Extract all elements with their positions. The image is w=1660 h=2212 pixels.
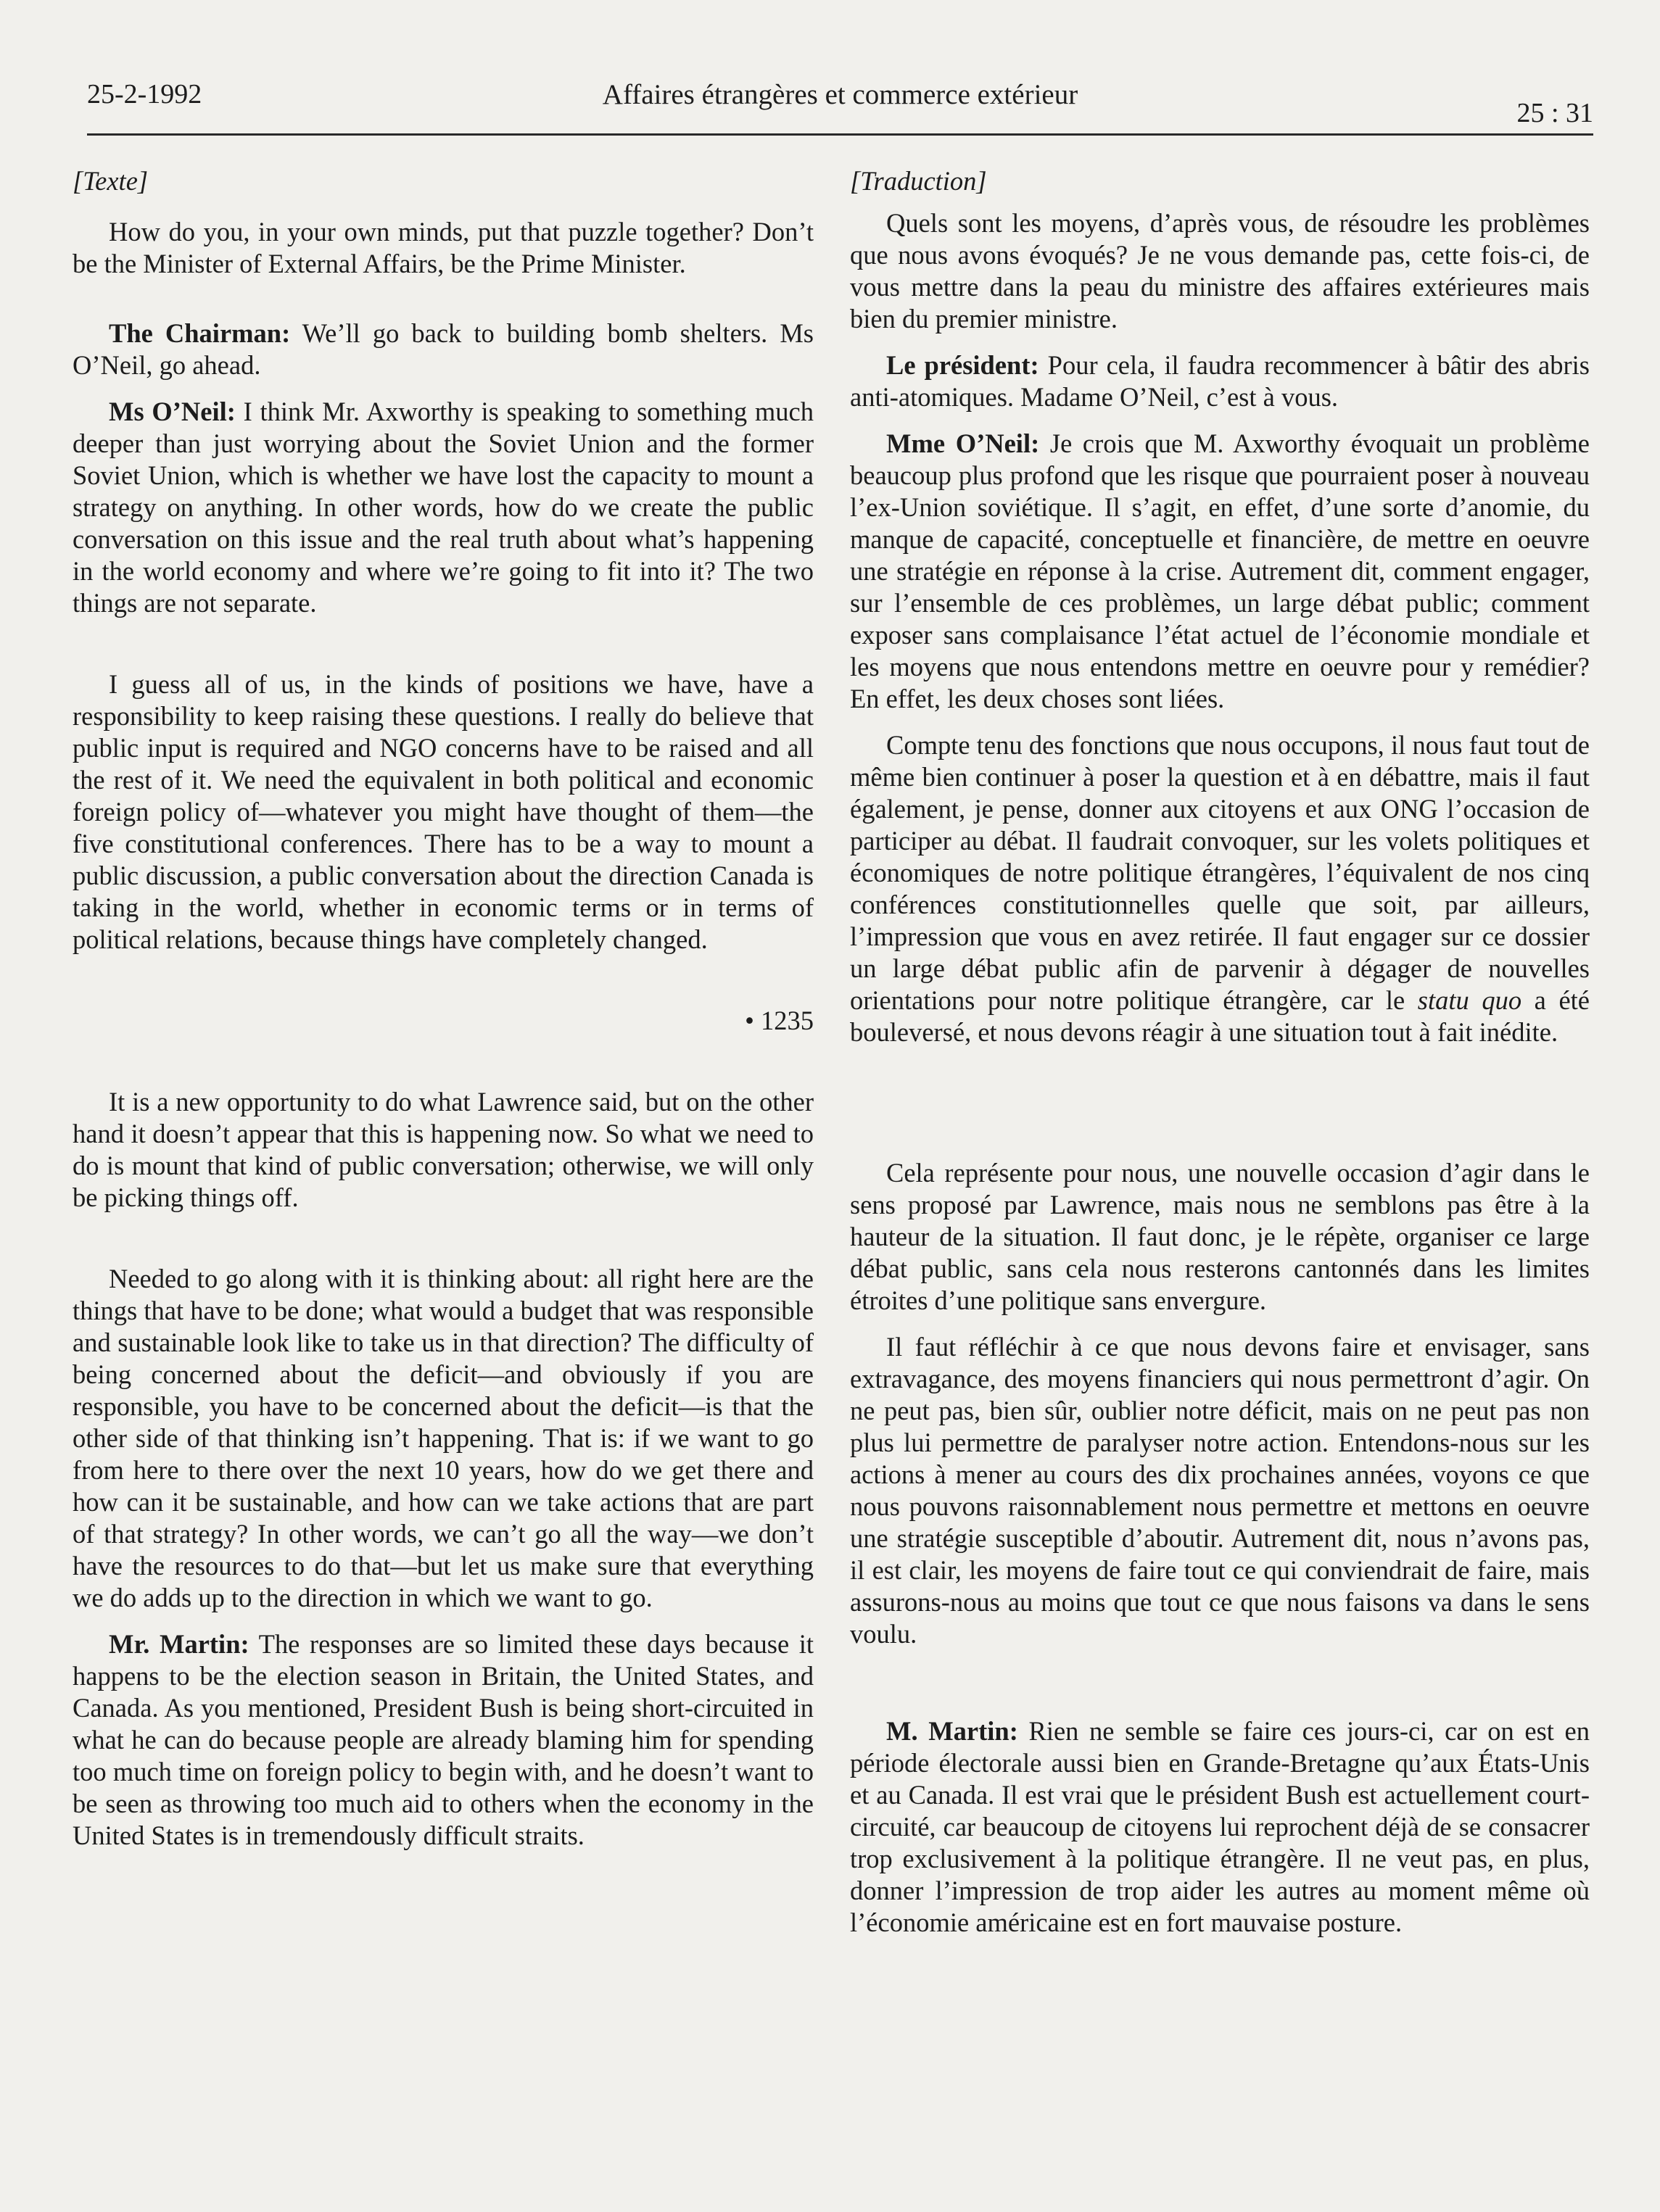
header-date: 25-2-1992 xyxy=(87,79,202,109)
paragraph: Compte tenu des fonctions que nous occupons, il nous faut tout de même bien continuer à poser la question et à en débattre, mais il faut également, je pense, donner aux citoyens et aux ONG l’occasion de participer au débat. Il faudrait convoquer, sur les volets politiques et économiques de notre politique étrangères, l’équivalent de nos cinq conférences constitutionnelles quelle que soit, par ailleurs, l’impression que vous en avez retirée. Il faut engager sur ce dossier un large débat public afin de parvenir à dégager de nouvelles orientations pour notre politique étrangère, car le statu quo a été bouleversé, et nous devons réagir à une situation tout à fait inédite. xyxy=(850,730,1590,1047)
section-tag: [Traduction] xyxy=(850,166,987,196)
speech-text: We’ll go back to building bomb shelters. Ms O’Neil, go ahead. xyxy=(73,318,814,380)
paragraph: How do you, in your own minds, put that puzzle together? Don’t be the Minister of External Affairs, be the Prime Minister. xyxy=(73,217,814,278)
time-marker: • 1235 xyxy=(745,1006,814,1035)
speech-text: Rien ne semble se faire ces jours-ci, car on est en période électorale aussi bien en Grande-Bretagne qu’aux États-Unis et au Canada. Il est vrai que le président Bush est actuellement court-circuité, car beaucoup de citoyens lui reprochent déjà de se consacrer trop exclusivement à la politique étrangère. Il ne veut pas, en plus, donner l’impression de trop aider les autres au moment même où l’économie américaine est en fort mauvaise posture. xyxy=(850,1716,1590,1937)
speaker-name: Ms O’Neil: xyxy=(109,397,236,426)
speaker-name: The Chairman: xyxy=(109,318,291,348)
speech-text: I think Mr. Axworthy is speaking to something much deeper than just worrying about the Soviet Union and the former Soviet Union, which is whether we have lost the capacity to mount a strategy on anything. In other words, how do we create the public conversation on this issue and the real truth about what’s happening in the world economy and where we’re going to fit into it? The two things are not separate. xyxy=(73,397,814,618)
speaker-name: Mme O’Neil: xyxy=(886,428,1040,458)
page-number: 25 : 31 xyxy=(1516,98,1593,128)
paragraph xyxy=(73,396,814,619)
english-column xyxy=(73,165,814,1852)
emphasis: statu quo xyxy=(1417,985,1522,1015)
paragraph xyxy=(850,428,1590,715)
paragraph xyxy=(73,1628,814,1852)
speaker-name: Le président: xyxy=(886,350,1039,380)
paragraph: I guess all of us, in the kinds of positions we have, have a responsibility to keep raising these questions. I really do believe that public input is required and NGO concerns have to be raised and all the rest of it. We need the equivalent in both political and economic foreign policy of—whatever you might have thought of them—the five constitutional conferences. There has to be a way to mount a public discussion, a public conversation about the direction Canada is taking in the world, whether in economic terms or in terms of political relations, because things have completely changed. xyxy=(73,669,814,954)
paragraph xyxy=(73,318,814,381)
paragraph: Cela représente pour nous, une nouvelle occasion d’agir dans le sens proposé par Lawrence, mais nous ne semblons pas être à la hauteur de la situation. Il faut donc, je le répète, organiser ce large débat public, sans cela nous resterons cantonnés dans les limites étroites d’une politique sans envergure. xyxy=(850,1158,1590,1315)
paragraph: It is a new opportunity to do what Lawrence said, but on the other hand it doesn’t appear that this is happening now. So what we need to do is mount that kind of public conversation; otherwise, we will only be picking things off. xyxy=(73,1087,814,1212)
page-header xyxy=(87,73,1593,136)
header-title: Affaires étrangères et commerce extérieur xyxy=(602,79,1078,110)
speech-text: The responses are so limited these days because it happens to be the election season in Britain, the United States, and Canada. As you mentioned, President Bush is being short-circuited in what he can do because people are already blaming him for spending too much time on foreign policy to begin with, and he doesn’t want to be seen as throwing too much aid to others when the economy in the United States is in tremendously difficult straits. xyxy=(73,1629,814,1850)
section-tag: [Texte] xyxy=(73,166,149,196)
speech-text: Pour cela, il faudra recommencer à bâtir des abris anti-atomiques. Madame O’Neil, c’est à vous. xyxy=(850,350,1590,412)
paragraph: Needed to go along with it is thinking about: all right here are the things that have to be done; what would a budget that was responsible and sustainable look like to take us in that direction? The difficulty of being concerned about the deficit—and obviously if you are responsible, you have to be concerned about the deficit—is that the other side of that thinking isn’t happening. That is: if we want to go from here to there over the next 10 years, how do we get there and how can it be sustainable, and how can we take actions that are part of that strategy? In other words, we can’t go all the way—we don’t have the resources to do that—but let us make sure that everything we do adds up to the direction in which we want to go. xyxy=(73,1264,814,1612)
french-column xyxy=(850,165,1590,1939)
paragraph: Quels sont les moyens, d’après vous, de résoudre les problèmes que nous avons évoqués? Je ne vous demande pas, cette fois-ci, de vous mettre dans la peau du ministre des affaires extérieures mais bien du premier ministre. xyxy=(850,208,1590,334)
paragraph xyxy=(850,349,1590,413)
speaker-name: Mr. Martin: xyxy=(109,1629,249,1659)
paragraph xyxy=(850,1715,1590,1939)
paragraph: Il faut réfléchir à ce que nous devons faire et envisager, sans extravagance, des moyens financiers qui nous permettront d’agir. On ne peut pas, bien sûr, oublier notre déficit, mais on ne peut pas non plus lui permettre de paralyser notre action. Entendons-nous sur les actions à mener au cours des dix prochaines années, voyons ce que nous pouvons raisonnablement nous permettre et mettons en oeuvre une stratégie susceptible d’aboutir. Autrement dit, nous n’avons pas, il est clair, les moyens de faire tout ce qui conviendrait de faire, mais assurons-nous au moins que tout ce que nous faisons va dans le sens voulu. xyxy=(850,1332,1590,1649)
speaker-name: M. Martin: xyxy=(886,1716,1018,1746)
speech-text: Je crois que M. Axworthy évoquait un problème beaucoup plus profond que les risque que pourraient poser à nouveau l’ex-Union soviétique. Il s’agit, en effet, d’une sorte d’anomie, du manque de capacité, conceptuelle et financière, de mettre en oeuvre une stratégie en réponse à la crise. Autrement dit, comment engager, sur l’ensemble de ces problèmes, un large débat public; comment exposer sans complaisance l’état actuel de l’économie mondiale et les moyens que nous entendons mettre en oeuvre pour y remédier? En effet, les deux choses sont liées. xyxy=(850,428,1590,713)
